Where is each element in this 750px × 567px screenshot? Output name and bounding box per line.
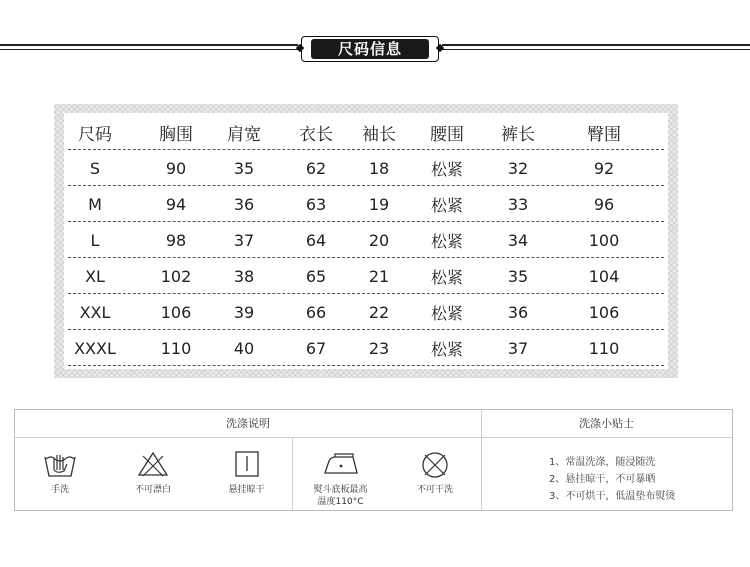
table-cell: 36: [233, 194, 255, 214]
table-cell: 65: [305, 266, 327, 286]
table-cell: 67: [305, 338, 327, 358]
column-header: 衣长: [299, 124, 333, 145]
care-label: 不可干洗: [416, 485, 453, 495]
table-cell: 37: [233, 230, 255, 250]
table-cell: 96: [593, 194, 615, 214]
table-cell: 21: [368, 266, 390, 286]
care-item-no-bleach: [105, 438, 201, 510]
column-header: 腰围: [430, 124, 464, 145]
table-cell: 39: [233, 302, 255, 322]
size-label: M: [88, 194, 102, 214]
table-cell: 92: [593, 158, 615, 178]
table-cell: 松紧: [430, 195, 463, 215]
column-header: 袖长: [362, 124, 396, 145]
care-label: 悬挂晾干: [228, 485, 265, 495]
table-cell: 106: [160, 302, 192, 322]
table-cell: 94: [165, 194, 187, 214]
care-tip: 1、常温洗涤，随浸随洗: [549, 457, 656, 468]
size-label: L: [90, 230, 100, 250]
hang-dry-icon: [234, 449, 260, 479]
column-header: 臀围: [587, 124, 621, 145]
table-cell: 松紧: [430, 267, 463, 287]
no-bleach-icon: [136, 449, 170, 479]
header-rule-right: [442, 44, 750, 53]
table-cell: 100: [588, 230, 620, 250]
table-cell: 102: [160, 266, 192, 286]
table-cell: 35: [507, 266, 529, 286]
table-cell: 63: [305, 194, 327, 214]
care-tips-title: 洗涤小贴士: [579, 417, 634, 430]
table-cell: 110: [588, 338, 620, 358]
column-header: 尺码: [78, 124, 112, 145]
table-cell: 35: [233, 158, 255, 178]
table-cell: 松紧: [430, 339, 463, 359]
table-cell: 40: [233, 338, 255, 358]
size-label: XXL: [79, 302, 111, 322]
table-cell: 松紧: [430, 159, 463, 179]
column-header: 胸围: [159, 124, 193, 145]
care-label: 熨斗底板最高 温度110°C: [313, 485, 368, 507]
size-label: XXXL: [74, 338, 116, 358]
table-header-row: [64, 114, 668, 150]
table-cell: 37: [507, 338, 529, 358]
table-row: [64, 330, 668, 366]
size-table-body: [64, 113, 668, 369]
care-label: 不可漂白: [134, 485, 171, 495]
care-item-hang-dry: [201, 438, 292, 510]
care-tip: 2、悬挂晾干，不可暴晒: [549, 474, 656, 485]
care-instructions-title: 洗涤说明: [226, 417, 270, 430]
table-cell: 110: [160, 338, 192, 358]
table-cell: 98: [165, 230, 187, 250]
column-header: 肩宽: [227, 124, 261, 145]
table-row: [64, 186, 668, 222]
table-cell: 松紧: [430, 303, 463, 323]
table-cell: 18: [368, 158, 390, 178]
table-cell: 90: [165, 158, 187, 178]
size-label: S: [89, 158, 101, 178]
table-row: [64, 258, 668, 294]
table-cell: 104: [588, 266, 620, 286]
table-cell: 62: [305, 158, 327, 178]
section-title-badge: [301, 36, 439, 62]
care-item-iron: [292, 438, 389, 510]
table-cell: 20: [368, 230, 390, 250]
table-cell: 松紧: [430, 231, 463, 251]
care-tips-list: [549, 454, 729, 505]
care-label: 手洗: [50, 485, 69, 495]
care-item-hand-wash: [15, 438, 105, 510]
care-item-no-dry-clean: [389, 438, 481, 510]
column-header: 裤长: [501, 124, 535, 145]
table-row: [64, 150, 668, 186]
table-cell: 22: [368, 302, 390, 322]
no-dry-clean-icon: [419, 449, 451, 481]
table-cell: 36: [507, 302, 529, 322]
table-row: [64, 294, 668, 330]
care-section: [14, 409, 733, 511]
table-cell: 32: [507, 158, 529, 178]
care-tip: 3、不可烘干，低温垫布熨烫: [549, 491, 676, 502]
table-row: [64, 222, 668, 258]
page-title: 尺码信息: [311, 39, 429, 59]
table-cell: 38: [233, 266, 255, 286]
header-rule-left: [0, 44, 298, 53]
table-cell: 64: [305, 230, 327, 250]
hand-wash-icon: [42, 449, 78, 479]
size-table: [54, 104, 678, 378]
table-cell: 33: [507, 194, 529, 214]
table-cell: 19: [368, 194, 390, 214]
table-cell: 106: [588, 302, 620, 322]
table-cell: 34: [507, 230, 529, 250]
size-label: XL: [85, 266, 105, 286]
iron-icon: [322, 449, 360, 477]
table-cell: 23: [368, 338, 390, 358]
table-cell: 66: [305, 302, 327, 322]
